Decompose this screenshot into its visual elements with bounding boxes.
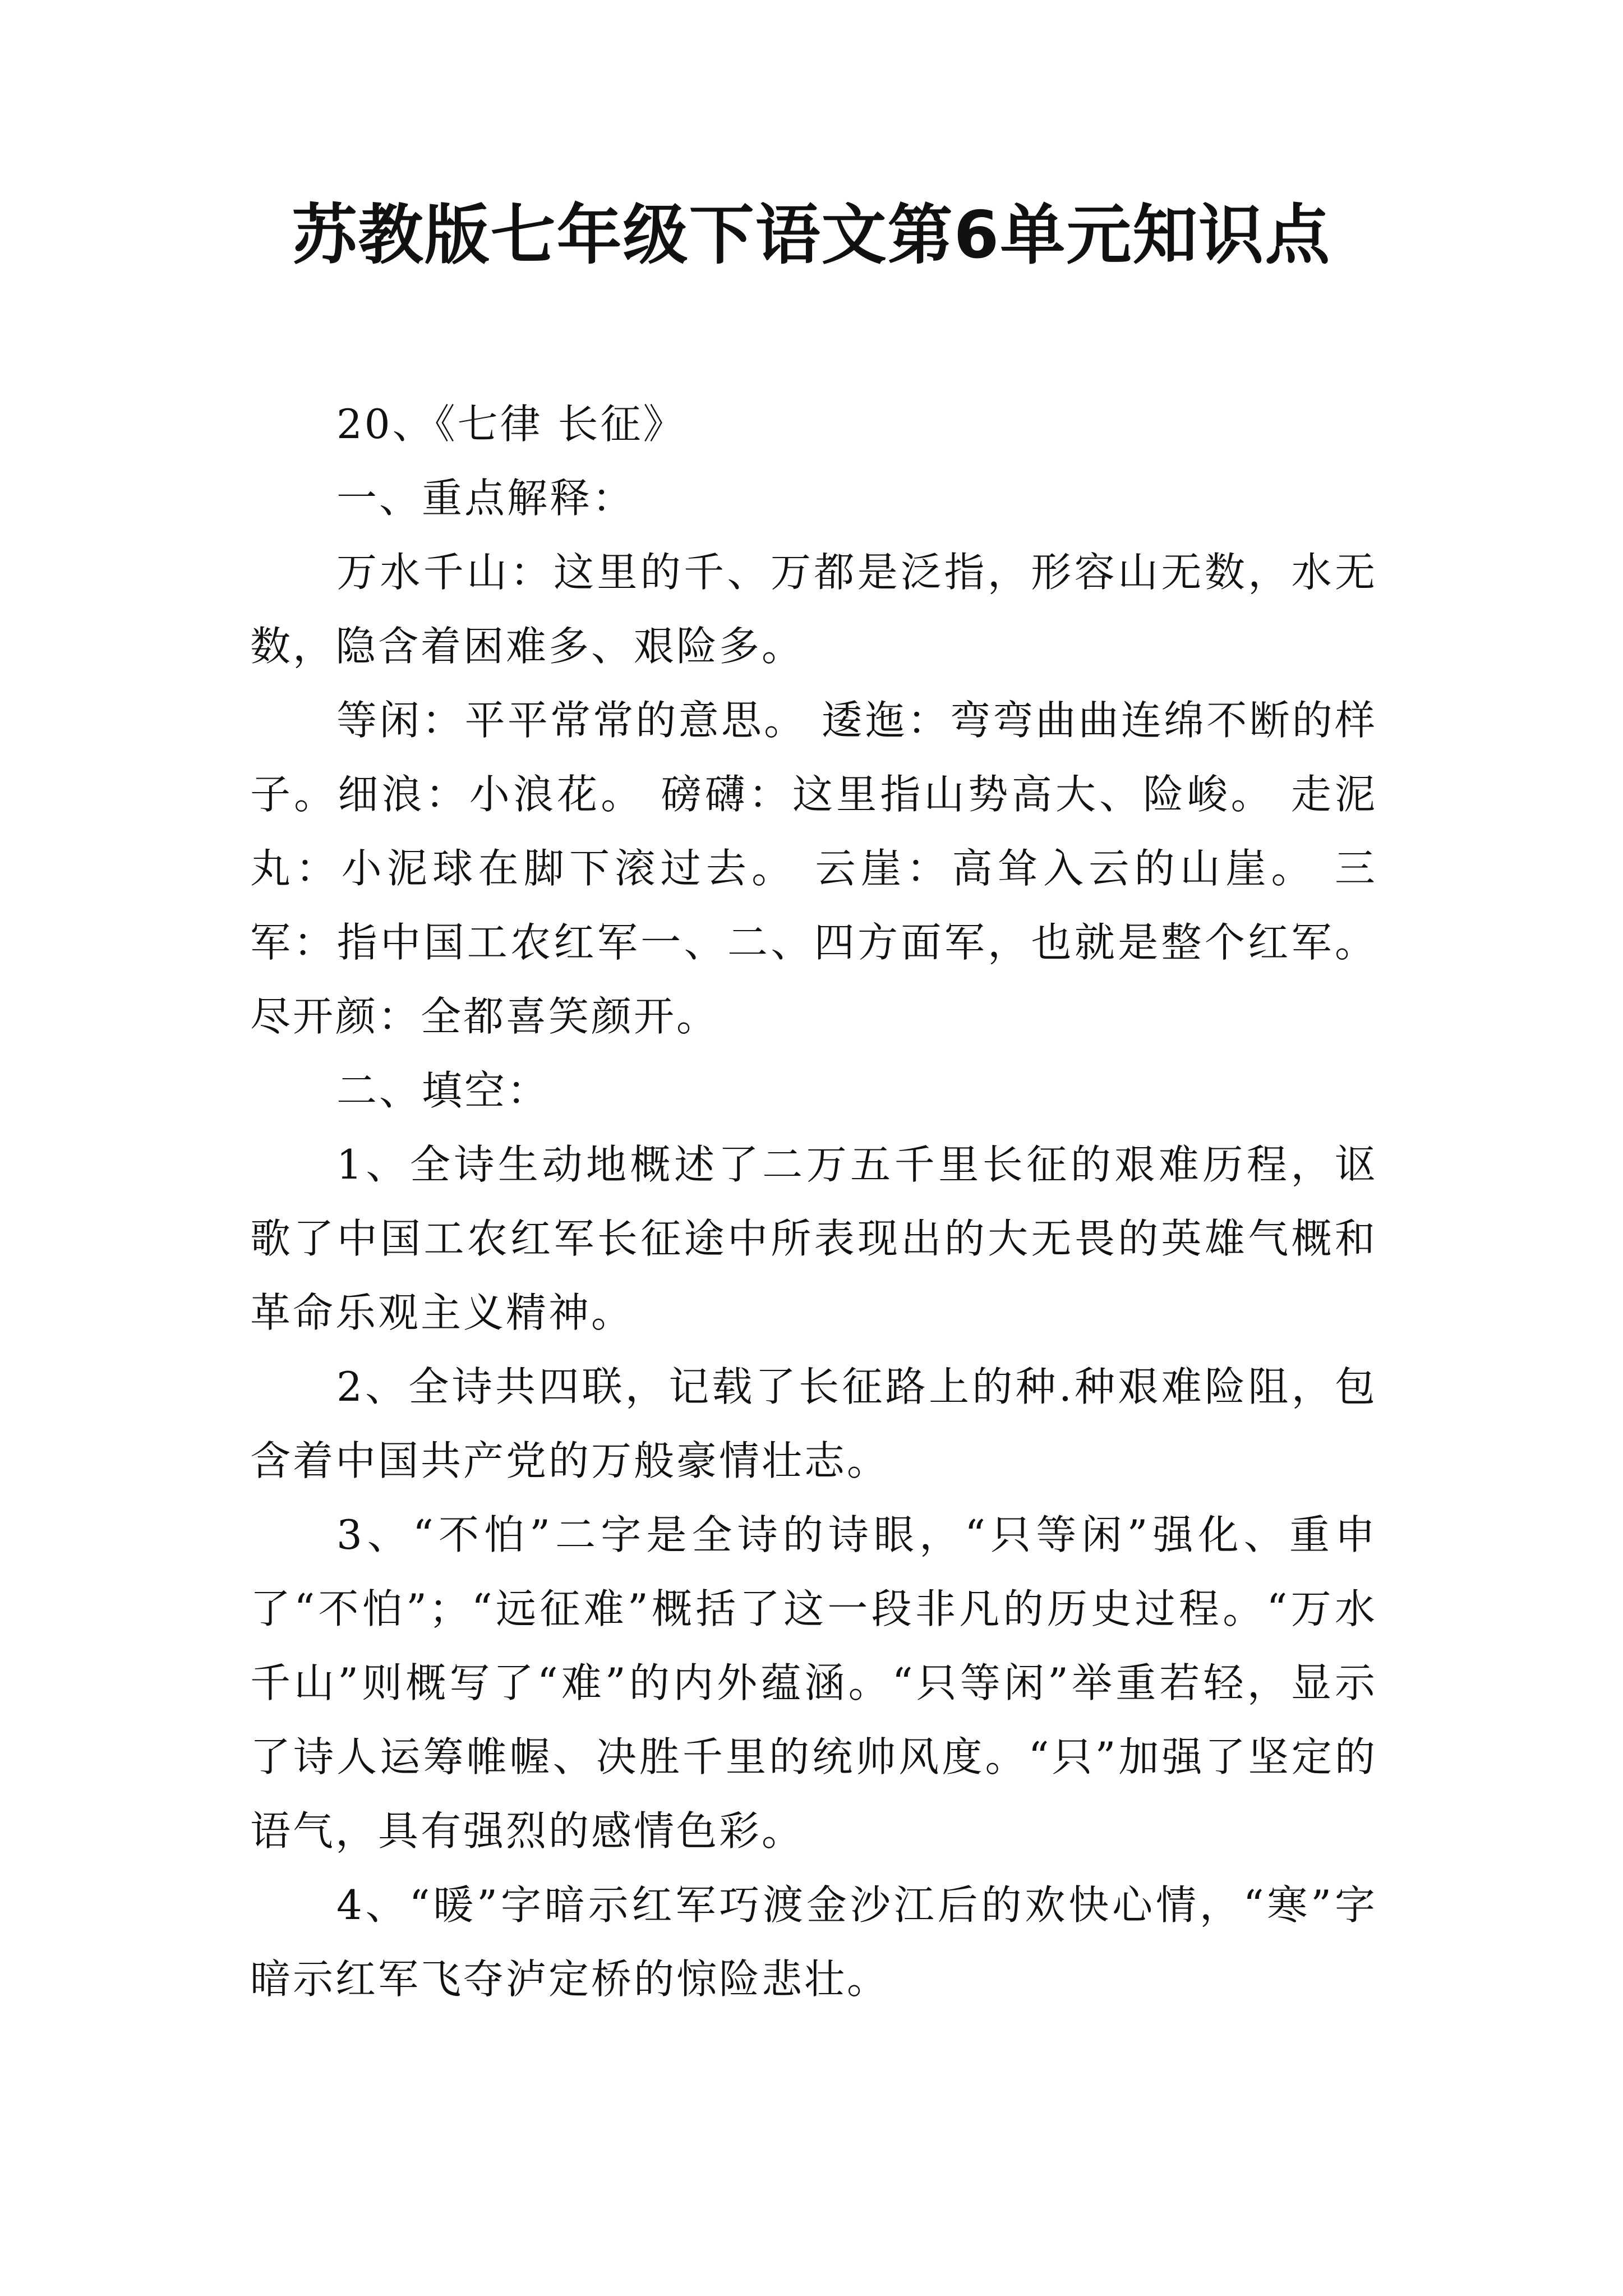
paragraph-fill-4: 4、“暖”字暗示红军巧渡金沙江后的欢快心情，“寒”字暗示红军飞夺泸定桥的惊险悲壮。 <box>250 1881 1377 2003</box>
document-body <box>250 387 1377 2016</box>
paragraph-explanation-2: 等闲：平平常常的意思。 逶迤：弯弯曲曲连绵不断的样子。细浪：小浪花。 磅礴：这里指山势高大、险峻。 走泥丸：小泥球在脚下滚过去。 云崖：高耸入云的山崖。 三军：指中国工农红军一、二、四方面军，也就是整个红军。尽开颜：全都喜笑颜开。 <box>250 697 1377 1040</box>
section-heading-explanations: 一、重点解释： <box>336 475 635 522</box>
section-heading-fill-blanks: 二、填空： <box>336 1067 550 1114</box>
paragraph-fill-1: 1、全诗生动地概述了二万五千里长征的艰难历程，讴歌了中国工农红军长征途中所表现出的大无畏的英雄气概和革命乐观主义精神。 <box>250 1141 1377 1336</box>
section-heading-poem: 20、《七律 长征》 <box>336 401 686 448</box>
paragraph-fill-3: 3、“不怕”二字是全诗的诗眼，“只等闲”强化、重申了“不怕”；“远征难”概括了这一段非凡的历史过程。“万水千山”则概写了“难”的内外蕴涵。“只等闲”举重若轻，显示了诗人运筹帷幄、决胜千里的统帅风度。“只”加强了坚定的语气，具有强烈的感情色彩。 <box>250 1511 1377 1855</box>
paragraph-explanation-1: 万水千山：这里的千、万都是泛指，形容山无数，水无数，隐含着困难多、艰险多。 <box>250 549 1377 670</box>
paragraph-fill-2: 2、全诗共四联，记载了长征路上的种.种艰难险阻，包含着中国共产党的万般豪情壮志。 <box>250 1363 1377 1484</box>
document-title: 苏教版七年级下语文第6单元知识点 <box>292 197 1331 273</box>
